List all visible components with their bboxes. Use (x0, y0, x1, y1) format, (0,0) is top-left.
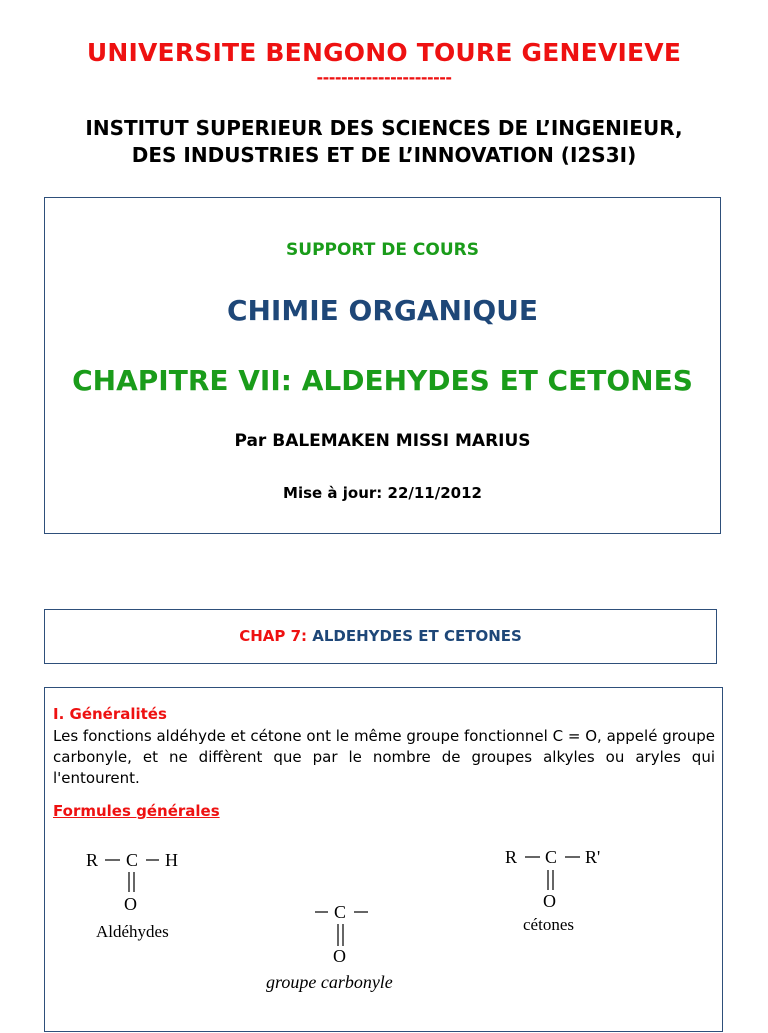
title-box (44, 197, 721, 534)
ketone-caption: cétones (523, 915, 574, 934)
general-formulas-figure (45, 828, 722, 1033)
course-title: CHIMIE ORGANIQUE (226, 294, 539, 327)
university-name: UNIVERSITE BENGONO TOURE GENEVIEVE (86, 38, 682, 67)
ketone-r-prime-group: R' (585, 847, 601, 867)
aldehyde-hydrogen: H (165, 850, 178, 870)
chapter-number: CHAP 7: (239, 627, 308, 645)
formulas-heading: Formules générales (53, 802, 220, 820)
ketone-r-group: R (505, 847, 518, 867)
carbonyl-carbon: C (334, 902, 347, 922)
aldehyde-oxygen: O (124, 894, 137, 914)
carbonyl-formula (266, 902, 393, 992)
aldehyde-formula (86, 850, 178, 941)
content-box (44, 687, 723, 1032)
chapter-banner-title: ALDEHYDES ET CETONES (312, 627, 522, 645)
support-label: SUPPORT DE COURS (286, 240, 479, 260)
chapter-banner (44, 609, 717, 664)
aldehyde-caption: Aldéhydes (96, 922, 169, 941)
institute-line-2: DES INDUSTRIES ET DE L’INNOVATION (I2S3I) (131, 143, 637, 167)
header-separator: ---------------------- (316, 68, 452, 87)
update-date: Mise à jour: 22/11/2012 (283, 484, 482, 502)
ketone-oxygen: O (543, 891, 556, 911)
institute-line-1: INSTITUT SUPERIEUR DES SCIENCES DE L’INGENIEUR, (85, 116, 683, 140)
ketone-formula (505, 847, 600, 934)
aldehyde-carbon: C (126, 850, 139, 870)
intro-paragraph: Les fonctions aldéhyde et cétone ont le même groupe fonctionnel C = O, appelé groupe carbonyle, et ne diffèrent que par le nombre de groupes alkyles ou aryles qui l'entourent. (53, 727, 715, 787)
institute-name (0, 115, 768, 169)
section-heading: I. Généralités (53, 705, 167, 723)
aldehyde-r-group: R (86, 850, 99, 870)
carbonyl-caption: groupe carbonyle (266, 972, 393, 992)
ketone-carbon: C (545, 847, 558, 867)
carbonyl-oxygen: O (333, 946, 346, 966)
author-line: Par BALEMAKEN MISSI MARIUS (234, 431, 531, 451)
chapter-title: CHAPITRE VII: ALDEHYDES ET CETONES (72, 364, 693, 397)
